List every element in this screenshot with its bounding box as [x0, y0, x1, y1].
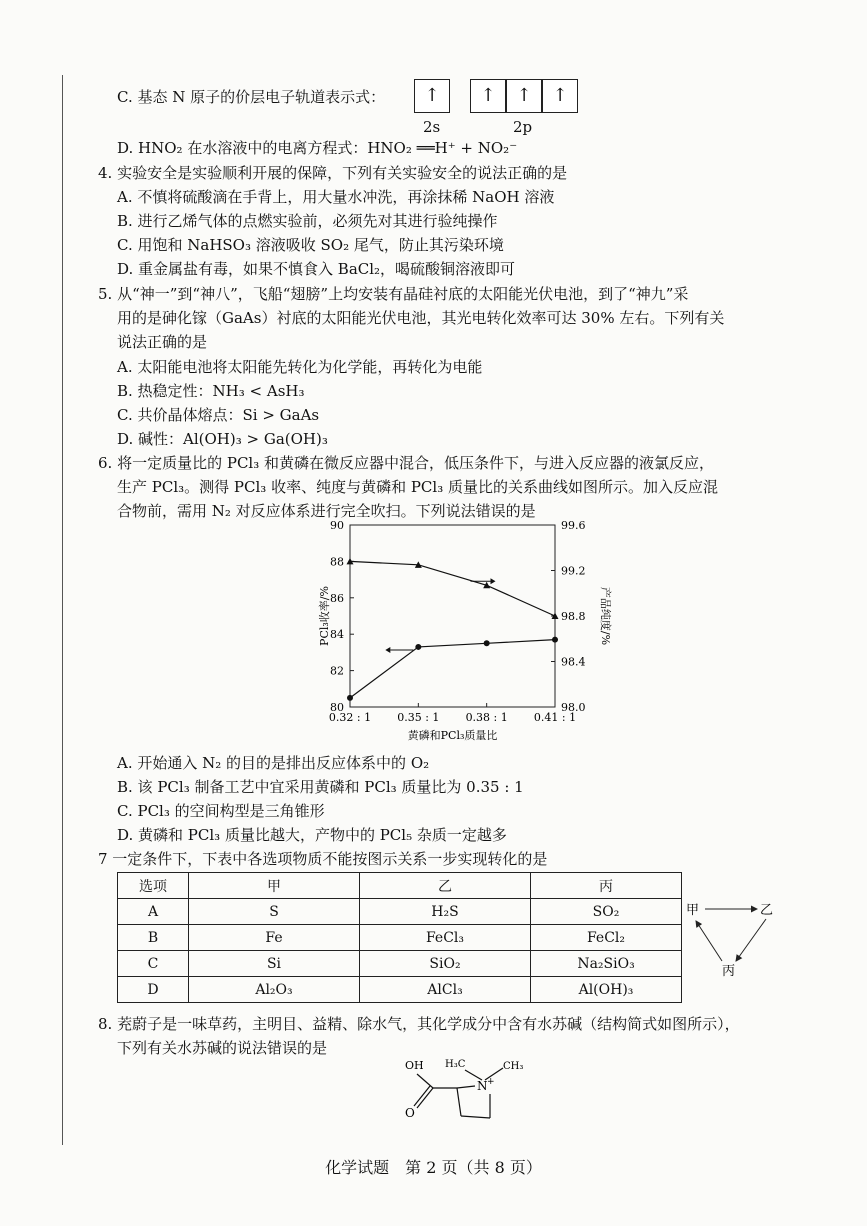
table-cell: FeCl₂ [531, 925, 682, 951]
atom-n: N [477, 1079, 488, 1093]
left-axis-label: PCl₃收率/% [318, 586, 331, 646]
q6-option-b: B. 该 PCl₃ 制备工艺中宜采用黄磷和 PCl₃ 质量比为 0.35 : 1 [117, 778, 524, 796]
right-tick-label: 98.0 [561, 701, 586, 714]
table-cell: S [189, 899, 360, 925]
q4-option-a: A. 不慎将硫酸滴在手背上，用大量水冲洗，再涂抹稀 NaOH 溶液 [117, 188, 555, 206]
plot-frame [350, 525, 555, 707]
table-header-cell: 选项 [118, 873, 189, 899]
series-point-circle [484, 640, 490, 646]
q6-option-a: A. 开始通入 N₂ 的目的是排出反应体系中的 O₂ [117, 754, 430, 772]
conversion-triangle-diagram [680, 895, 780, 985]
left-tick-label: 80 [330, 701, 344, 714]
x-axis-label: 黄磷和PCl₃质量比 [407, 729, 498, 742]
series-point-circle [552, 637, 558, 643]
table-cell: AlCl₃ [360, 977, 531, 1003]
x-tick-label: 0.41 : 1 [533, 711, 577, 724]
x-tick-label: 0.32 : 1 [328, 711, 372, 724]
q8-stem-line2: 下列有关水苏碱的说法错误的是 [117, 1039, 328, 1057]
q5-option-c: C. 共价晶体熔点：Si > GaAs [117, 406, 320, 424]
series-line-1 [350, 561, 555, 616]
table-cell: FeCl₃ [360, 925, 531, 951]
right-tick-label: 99.2 [561, 564, 586, 578]
x-tick-label: 0.38 : 1 [465, 711, 508, 724]
series-point-circle [347, 695, 353, 701]
q5-stem-line3: 说法正确的是 [117, 333, 208, 351]
table-header-cell: 乙 [360, 873, 531, 899]
left-axis-indicator-arrowhead [385, 647, 390, 653]
pcl3-chart [300, 515, 620, 750]
table-cell: Al(OH)₃ [531, 977, 682, 1003]
arrow-bing-jia [696, 921, 722, 961]
q3-option-c: C. 基态 N 原子的价层电子轨道表示式： [117, 88, 386, 106]
q7-options-table [117, 872, 682, 1003]
q6-stem-line3: 合物前，需用 N₂ 对反应体系进行完全吹扫。下列说法错误的是 [117, 502, 536, 520]
table-cell: Al₂O₃ [189, 977, 360, 1003]
q3-option-d: D. HNO₂ 在水溶液中的电离方程式：HNO₂ ══H⁺ + NO₂⁻ [117, 139, 518, 157]
q6-option-c: C. PCl₃ 的空间构型是三角锥形 [117, 802, 325, 820]
q5-stem-line2: 用的是砷化镓（GaAs）衬底的太阳能光伏电池，其光电转化效率可达 30% 左右。下列有关 [117, 309, 725, 327]
left-tick-label: 88 [330, 555, 344, 569]
table-cell: C [118, 951, 189, 977]
orbital-2s-label: 2s [423, 118, 441, 136]
atom-ch3-left: H₃C [445, 1059, 466, 1070]
table-header-cell: 丙 [531, 873, 682, 899]
x-tick-label: 0.35 : 1 [397, 711, 440, 724]
series-point-circle [415, 644, 421, 650]
q6-stem-line2: 生产 PCl₃。测得 PCl₃ 收率、纯度与黄磷和 PCl₃ 质量比的关系曲线如图所示。加入反应混 [117, 478, 718, 496]
table-cell: Fe [189, 925, 360, 951]
stachydrine-structure [395, 1052, 535, 1137]
charge-plus: + [487, 1077, 495, 1087]
q8-stem-line1: 8. 茺蔚子是一味草药，主明目、益精、除水气，其化学成分中含有水苏碱（结构简式如图所示）， [98, 1015, 740, 1033]
q7-stem: 7 一定条件下，下表中各选项物质不能按图示关系一步实现转化的是 [98, 850, 548, 868]
margin-line [62, 75, 63, 1145]
q5-option-a: A. 太阳能电池将太阳能先转化为化学能，再转化为电能 [117, 358, 483, 376]
orbital-2p-box-1: ↑ [470, 79, 506, 113]
table-row [118, 977, 682, 1003]
atom-oh: OH [405, 1059, 424, 1072]
table-cell: H₂S [360, 899, 531, 925]
table-cell: A [118, 899, 189, 925]
q4-stem: 4. 实验安全是实验顺利开展的保障，下列有关实验安全的说法正确的是 [98, 164, 568, 182]
q4-option-b: B. 进行乙烯气体的点燃实验前，必须先对其进行验纯操作 [117, 212, 498, 230]
left-tick-label: 84 [330, 628, 344, 642]
right-tick-label: 98.8 [561, 610, 586, 623]
page-footer: 化学试题 第 2 页（共 8 页） [325, 1158, 542, 1177]
orbital-2p-label: 2p [513, 118, 533, 136]
table-cell: D [118, 977, 189, 1003]
arrow-yi-bing [736, 919, 766, 961]
node-bing: 丙 [722, 964, 736, 979]
q6-stem-line1: 6. 将一定质量比的 PCl₃ 和黄磷在微反应器中混合，低压条件下，与进入反应器的液氯反应， [98, 454, 715, 472]
orbital-2s-box: ↑ [414, 79, 450, 113]
q4-option-c: C. 用饱和 NaHSO₃ 溶液吸收 SO₂ 尾气，防止其污染环境 [117, 236, 504, 254]
table-cell: Si [189, 951, 360, 977]
table-cell: SO₂ [531, 899, 682, 925]
orbital-2p-box-2: ↑ [506, 79, 542, 113]
left-tick-label: 82 [330, 664, 344, 678]
table-row [118, 925, 682, 951]
right-tick-label: 98.4 [561, 655, 586, 669]
orbital-2p-box-3: ↑ [542, 79, 578, 113]
table-header-row [118, 873, 682, 899]
left-tick-label: 86 [330, 591, 344, 605]
q5-option-b: B. 热稳定性：NH₃ < AsH₃ [117, 382, 305, 400]
atom-ch3-right: CH₃ [503, 1061, 524, 1072]
table-cell: B [118, 925, 189, 951]
atom-o: O [405, 1106, 415, 1120]
q4-option-d: D. 重金属盐有毒，如果不慎食入 BaCl₂，喝硫酸铜溶液即可 [117, 260, 516, 278]
left-tick-label: 90 [330, 519, 344, 532]
q6-option-d: D. 黄磷和 PCl₃ 质量比越大，产物中的 PCl₅ 杂质一定越多 [117, 826, 507, 844]
right-axis-label: 产品纯度/% [599, 586, 612, 646]
table-row [118, 899, 682, 925]
table-cell: Na₂SiO₃ [531, 951, 682, 977]
q5-stem-line1: 5. 从“神一”到“神八”，飞船“翅膀”上均安装有晶硅衬底的太阳能光伏电池，到了“神九”采 [98, 285, 689, 303]
node-jia: 甲 [686, 903, 700, 918]
right-axis-indicator-arrowhead [491, 578, 496, 584]
q5-option-d: D. 碱性：Al(OH)₃ > Ga(OH)₃ [117, 430, 328, 448]
structure-bonds [414, 1068, 503, 1118]
right-tick-label: 99.6 [561, 519, 586, 532]
table-header-cell: 甲 [189, 873, 360, 899]
series-line-2 [350, 640, 555, 698]
table-cell: SiO₂ [360, 951, 531, 977]
table-row [118, 951, 682, 977]
node-yi: 乙 [760, 903, 774, 918]
